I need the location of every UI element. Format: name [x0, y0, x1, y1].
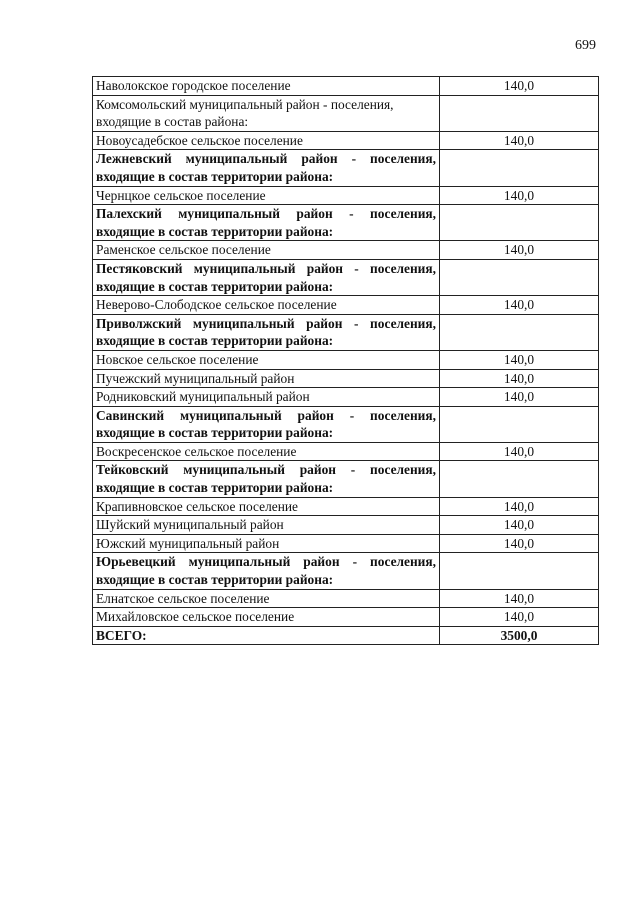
row-name: Новоусадебское сельское поселение	[93, 131, 440, 150]
row-name: Крапивновское сельское поселение	[93, 497, 440, 516]
row-value	[440, 259, 599, 295]
table-row	[93, 350, 599, 369]
row-value	[440, 205, 599, 241]
row-name: Палехский муниципальный район - поселения, входящие в состав территории района:	[93, 205, 440, 241]
row-value: 140,0	[440, 497, 599, 516]
row-value	[440, 553, 599, 589]
row-value	[440, 461, 599, 497]
row-value: 140,0	[440, 388, 599, 407]
table-row	[93, 369, 599, 388]
row-value: 140,0	[440, 516, 599, 535]
row-value: 140,0	[440, 131, 599, 150]
row-name: Тейковский муниципальный район - поселения, входящие в состав территории района:	[93, 461, 440, 497]
table-row	[93, 131, 599, 150]
row-value	[440, 95, 599, 131]
row-value: 140,0	[440, 369, 599, 388]
row-value	[440, 150, 599, 186]
total-row	[93, 626, 599, 645]
row-name: Юрьевецкий муниципальный район - поселения, входящие в состав территории района:	[93, 553, 440, 589]
row-name: Раменское сельское поселение	[93, 241, 440, 260]
row-name: Наволокское городское поселение	[93, 77, 440, 96]
total-value: 3500,0	[440, 626, 599, 645]
row-value: 140,0	[440, 186, 599, 205]
row-value: 140,0	[440, 442, 599, 461]
row-name: Приволжский муниципальный район - поселения, входящие в состав территории района:	[93, 314, 440, 350]
row-name: Елнатское сельское поселение	[93, 589, 440, 608]
table-row-district-header	[93, 314, 599, 350]
allocation-table	[92, 76, 599, 645]
row-value: 140,0	[440, 589, 599, 608]
row-value: 140,0	[440, 534, 599, 553]
row-name: Комсомольский муниципальный район - поселения, входящие в состав района:	[93, 95, 440, 131]
row-value: 140,0	[440, 296, 599, 315]
row-value: 140,0	[440, 241, 599, 260]
row-name: Неверово-Слободское сельское поселение	[93, 296, 440, 315]
table-row	[93, 296, 599, 315]
table-row	[93, 388, 599, 407]
row-name: Родниковский муниципальный район	[93, 388, 440, 407]
row-value: 140,0	[440, 608, 599, 627]
table-row	[93, 186, 599, 205]
table-row	[93, 241, 599, 260]
page-number: 699	[575, 38, 596, 53]
table-row	[93, 516, 599, 535]
table-row-district-header	[93, 406, 599, 442]
table-row-district-header	[93, 461, 599, 497]
row-name: Южский муниципальный район	[93, 534, 440, 553]
table-row	[93, 534, 599, 553]
table-body	[93, 77, 599, 645]
row-name: Воскресенское сельское поселение	[93, 442, 440, 461]
row-value	[440, 314, 599, 350]
table-row	[93, 95, 599, 131]
table-row-district-header	[93, 553, 599, 589]
row-name: Чернцкое сельское поселение	[93, 186, 440, 205]
row-name: Пестяковский муниципальный район - поселения, входящие в состав территории района:	[93, 259, 440, 295]
row-name: Новское сельское поселение	[93, 350, 440, 369]
row-value: 140,0	[440, 350, 599, 369]
row-name: Шуйский муниципальный район	[93, 516, 440, 535]
row-value: 140,0	[440, 77, 599, 96]
table-row-district-header	[93, 205, 599, 241]
table-row	[93, 442, 599, 461]
row-value	[440, 406, 599, 442]
row-name: Михайловское сельское поселение	[93, 608, 440, 627]
table-row	[93, 497, 599, 516]
row-name: Савинский муниципальный район - поселения, входящие в состав территории района:	[93, 406, 440, 442]
table-row	[93, 77, 599, 96]
table-row	[93, 608, 599, 627]
table-row-district-header	[93, 150, 599, 186]
table-row	[93, 589, 599, 608]
total-label: ВСЕГО:	[93, 626, 440, 645]
row-name: Пучежский муниципальный район	[93, 369, 440, 388]
table-row-district-header	[93, 259, 599, 295]
row-name: Лежневский муниципальный район - поселения, входящие в состав территории района:	[93, 150, 440, 186]
